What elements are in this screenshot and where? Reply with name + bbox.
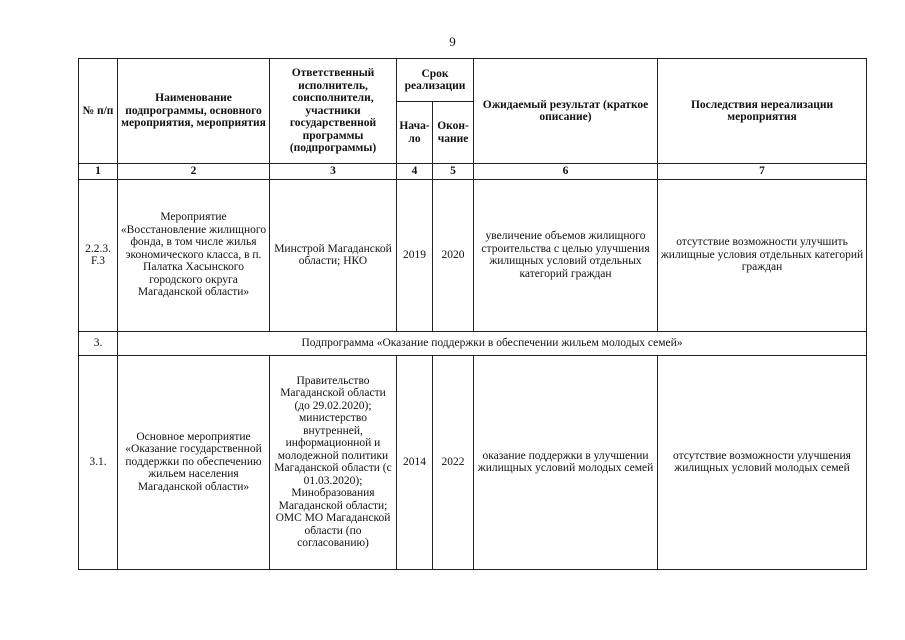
header-num: № п/п: [79, 59, 118, 164]
column-number: 4: [397, 164, 433, 180]
column-number: 3: [270, 164, 397, 180]
row-start: 2019: [397, 179, 433, 331]
column-number: 5: [433, 164, 474, 180]
header-period: Срок реализации: [397, 59, 474, 102]
page-number: 9: [449, 34, 456, 49]
subprogram-row: [79, 331, 867, 355]
row-num: 3.1.: [79, 355, 118, 569]
subprogram-num: 3.: [79, 331, 118, 355]
row-executor: Правительство Магаданской области (до 29.02.2020); министерство внутренней, информационной и молодежной политики Магаданской области (с 01.03.2020); Минобразования Магаданской области; ОМС МО Магаданской области (по согласованию): [270, 355, 397, 569]
header-start: Нача-ло: [397, 102, 433, 164]
table-row: [79, 179, 867, 331]
column-number: 6: [474, 164, 658, 180]
row-result: увеличение объемов жилищного строительства с целью улучшения жилищных условий отдельных категорий граждан: [474, 179, 658, 331]
column-number: 1: [79, 164, 118, 180]
program-table: [78, 58, 867, 570]
column-number: 7: [658, 164, 867, 180]
row-executor: Минстрой Магаданской области; НКО: [270, 179, 397, 331]
row-num: 2.2.3. F.3: [79, 179, 118, 331]
row-name: Основное мероприятие «Оказание государственной поддержки по обеспечению жильем населения Магаданской области»: [118, 355, 270, 569]
row-result: оказание поддержки в улучшении жилищных условий молодых семей: [474, 355, 658, 569]
header-consequences: Последствия нереализации мероприятия: [658, 59, 867, 164]
column-number: 2: [118, 164, 270, 180]
table-row: [79, 355, 867, 569]
header-name: Наименование подпрограммы, основного мероприятия, мероприятия: [118, 59, 270, 164]
row-consequences: отсутствие возможности улучшения жилищных условий молодых семей: [658, 355, 867, 569]
row-end: 2020: [433, 179, 474, 331]
header-result: Ожидаемый результат (краткое описание): [474, 59, 658, 164]
header-end: Окон-чание: [433, 102, 474, 164]
row-name: Мероприятие «Восстановление жилищного фонда, в том числе жилья экономического класса, в п. Палатка Хасынского городского округа Магаданской области»: [118, 179, 270, 331]
header-executor: Ответственный исполнитель, соисполнители, участники государственной программы (подпрограммы): [270, 59, 397, 164]
row-consequences: отсутствие возможности улучшить жилищные условия отдельных категорий граждан: [658, 179, 867, 331]
subprogram-title: Подпрограмма «Оказание поддержки в обеспечении жильем молодых семей»: [118, 331, 867, 355]
row-start: 2014: [397, 355, 433, 569]
row-end: 2022: [433, 355, 474, 569]
